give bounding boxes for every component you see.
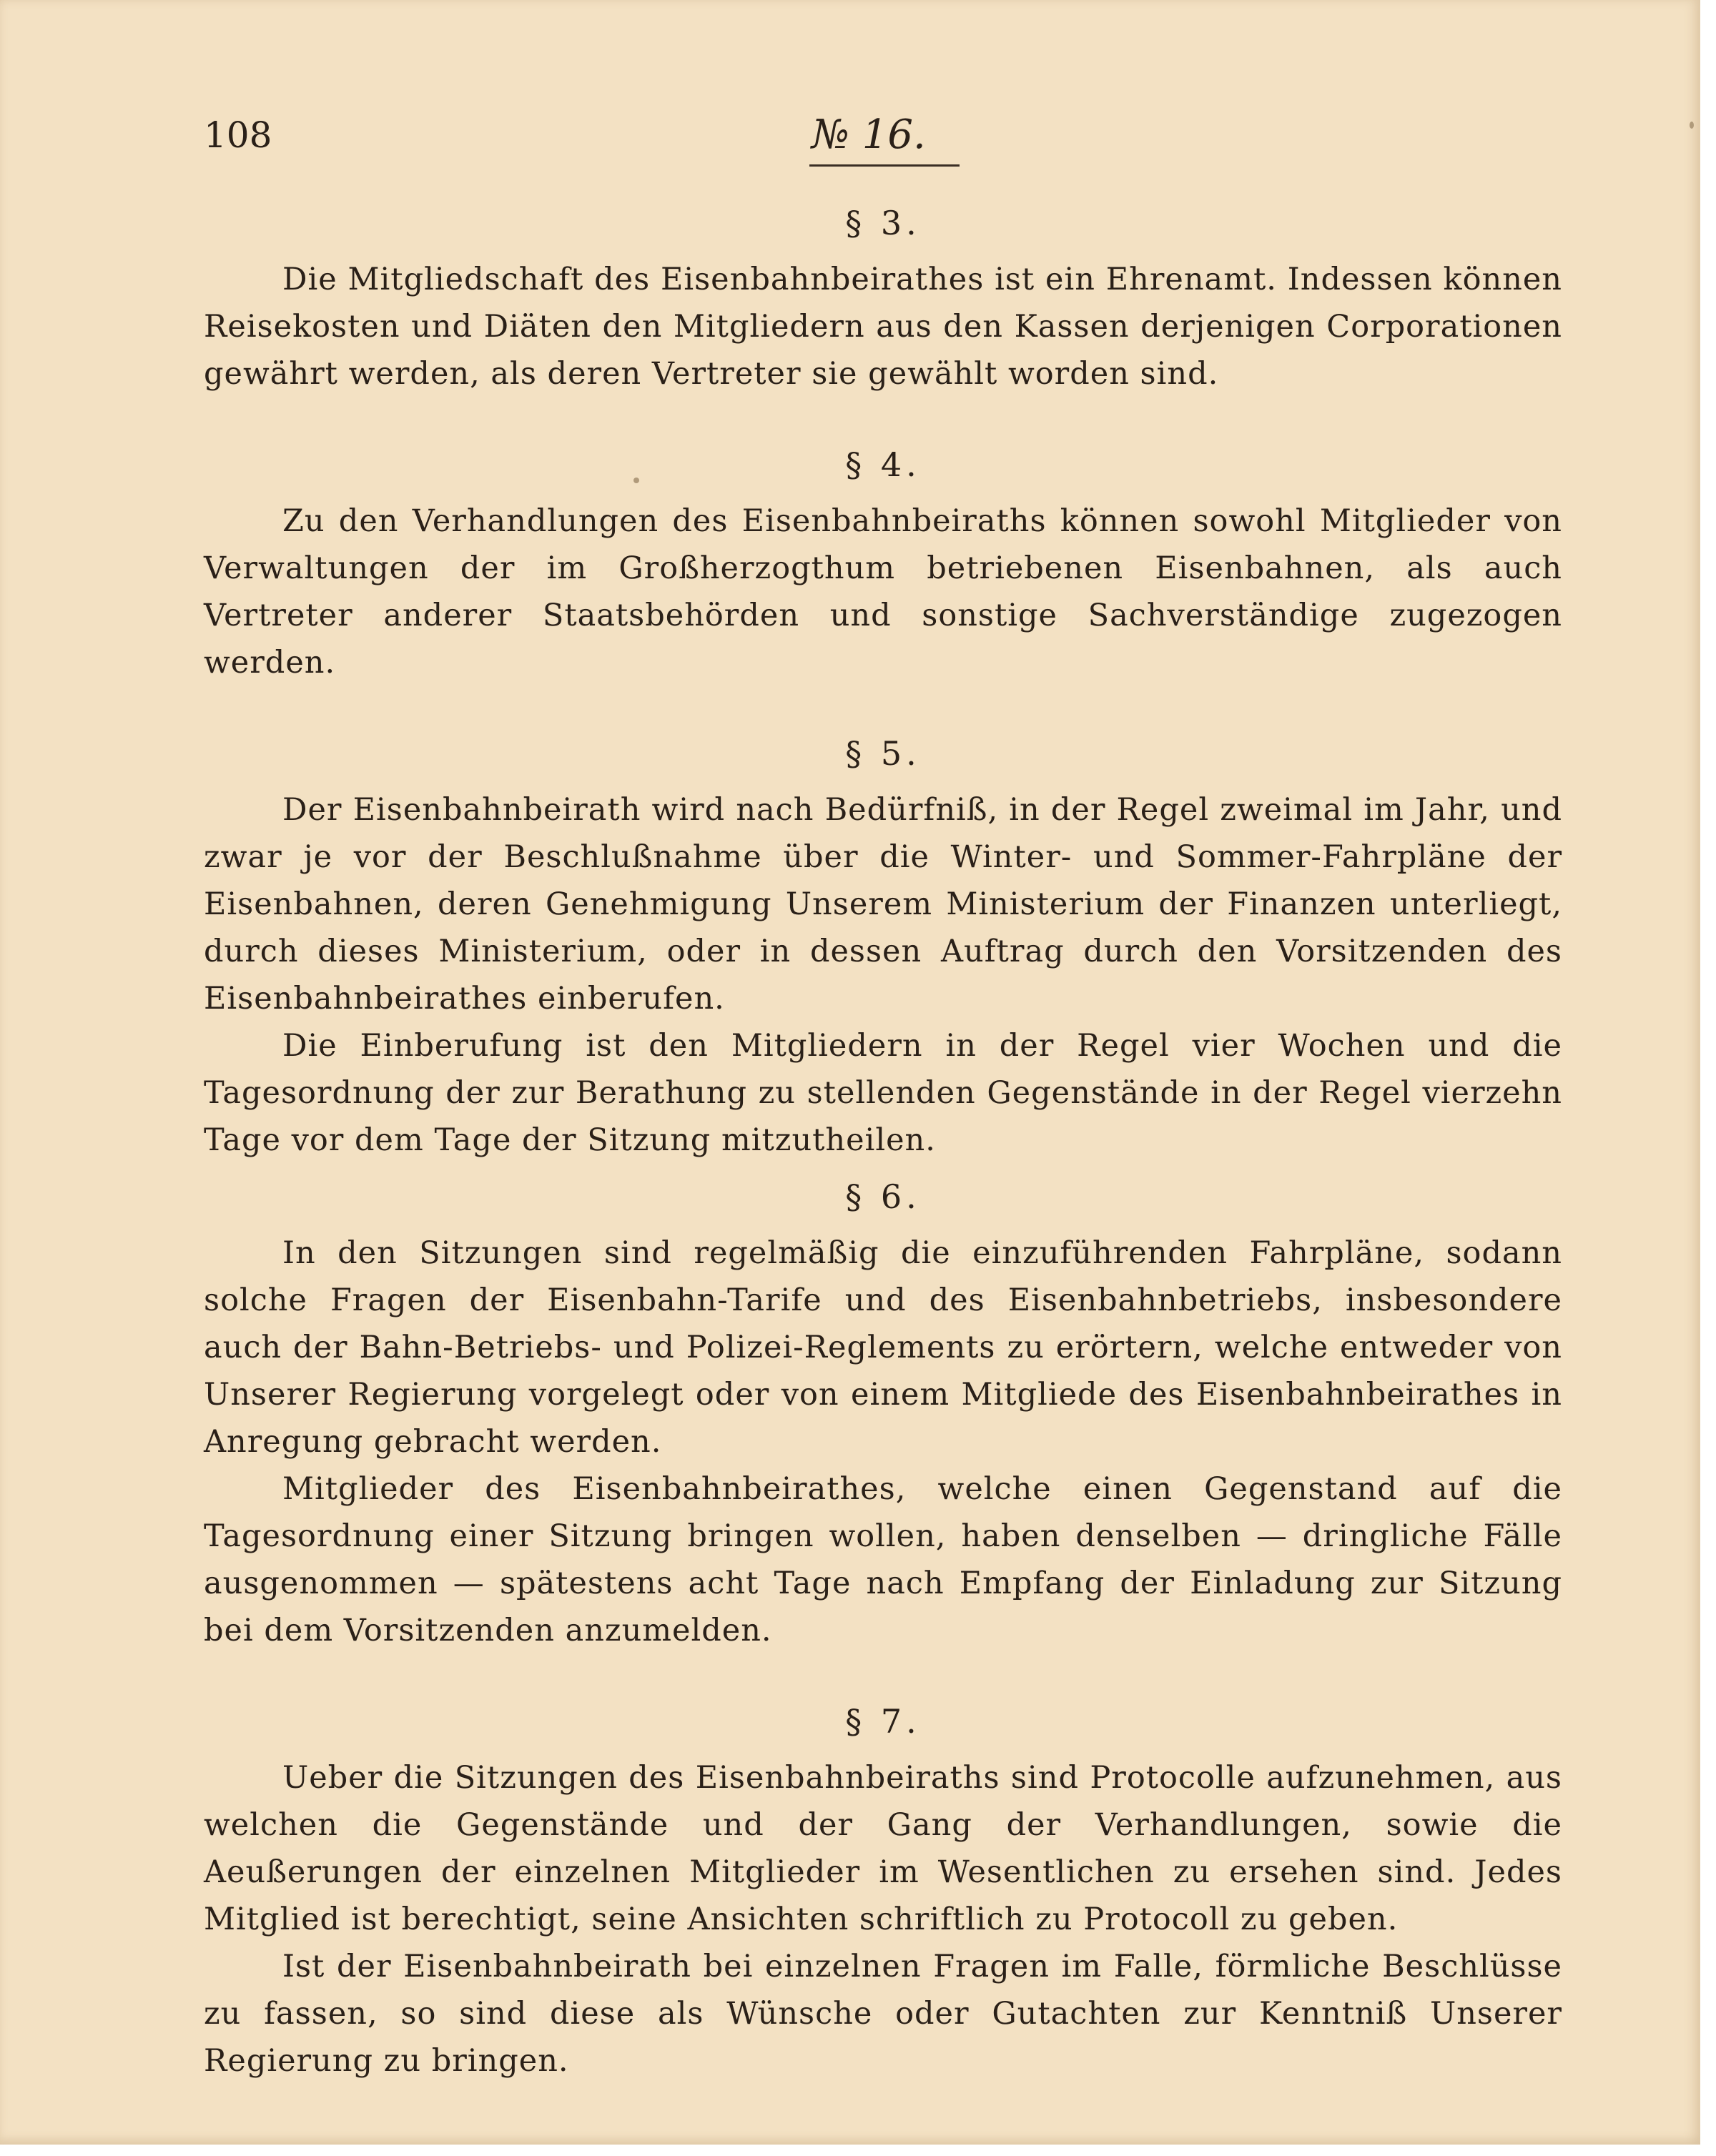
document-body <box>204 200 1562 2085</box>
section-paragraph: Die Einberufung ist den Mitgliedern in der Regel vier Wochen und die Tagesordnung der zur Berathung zu stellenden Gegenstände in der Regel vierzehn Tage vor dem Tage der Sitzung mitzutheilen. <box>204 1028 1562 1158</box>
section-heading: § 6. <box>845 1177 921 1216</box>
section-paragraph: Ist der Eisenbahnbeirath bei einzelnen Fragen im Falle, förmliche Beschlüsse zu fassen, so sind diese als Wünsche oder Gutachten zur Kenntniß Unserer Regierung zu bringen. <box>204 1949 1562 2079</box>
section-paragraph: Zu den Verhandlungen des Eisenbahnbeiraths können sowohl Mitglieder von Verwaltungen der im Großherzogthum betriebenen Eisenbahnen, als auch Vertreter anderer Staatsbehörden und sonstige Sachverständige zugezogen werden. <box>204 503 1562 681</box>
section-paragraph: Die Mitgliedschaft des Eisenbahnbeirathes ist ein Ehrenamt. Indessen können Reisekosten und Diäten den Mitgliedern aus den Kassen derjenigen Corporationen gewährt werden, als deren Vertreter sie gewählt worden sind. <box>204 262 1562 392</box>
section-heading: § 7. <box>845 1702 921 1741</box>
issue-number: № 16. <box>812 112 926 158</box>
section-heading: § 5. <box>845 734 921 773</box>
paper-speck <box>1690 122 1694 129</box>
page-header <box>204 114 1562 172</box>
section-paragraph: Der Eisenbahnbeirath wird nach Bedürfniß, in der Regel zweimal im Jahr, und zwar je vor der Beschlußnahme über die Winter- und Sommer-Fahrpläne der Eisenbahnen, deren Genehmigung Unserem Ministerium der Finanzen unterliegt, durch dieses Ministerium, oder in dessen Auftrag durch den Vorsitzenden des Eisenbahnbeirathes einberufen. <box>204 792 1562 1017</box>
section-7 <box>204 1698 1562 2085</box>
page-edge <box>1700 0 1716 2156</box>
section-paragraph: Ueber die Sitzungen des Eisenbahnbeiraths sind Protocolle aufzunehmen, aus welchen die Gegenstände und der Gang der Verhandlungen, sowie die Aeußerungen der einzelnen Mitglieder im Wesentlichen zu ersehen sind. Jedes Mitglied ist berechtigt, seine Ansichten schriftlich zu Protocoll zu geben. <box>204 1760 1562 1937</box>
section-5 <box>204 731 1562 1164</box>
section-heading: § 3. <box>845 204 921 242</box>
section-4 <box>204 442 1562 686</box>
section-paragraph: Mitglieder des Eisenbahnbeirathes, welche einen Gegenstand auf die Tagesordnung einer Sitzung bringen wollen, haben denselben — dringliche Fälle ausgenommen — spätestens acht Tage nach Empfang der Einladung zur Sitzung bei dem Vorsitzenden anzumelden. <box>204 1471 1562 1648</box>
section-paragraph: In den Sitzungen sind regelmäßig die einzuführenden Fahrpläne, sodann solche Fragen der Eisenbahn-Tarife und des Eisenbahnbetriebs, insbesondere auch der Bahn-Betriebs- und Polizei-Reglements zu erörtern, welche entweder von Unserer Regierung vorgelegt oder von einem Mitgliede des Eisenbahnbeirathes in Anregung gebracht werden. <box>204 1235 1562 1460</box>
section-heading: § 4. <box>845 445 921 484</box>
header-rule <box>809 164 960 167</box>
page-number: 108 <box>204 114 272 156</box>
section-3 <box>204 200 1562 397</box>
section-6 <box>204 1174 1562 1654</box>
